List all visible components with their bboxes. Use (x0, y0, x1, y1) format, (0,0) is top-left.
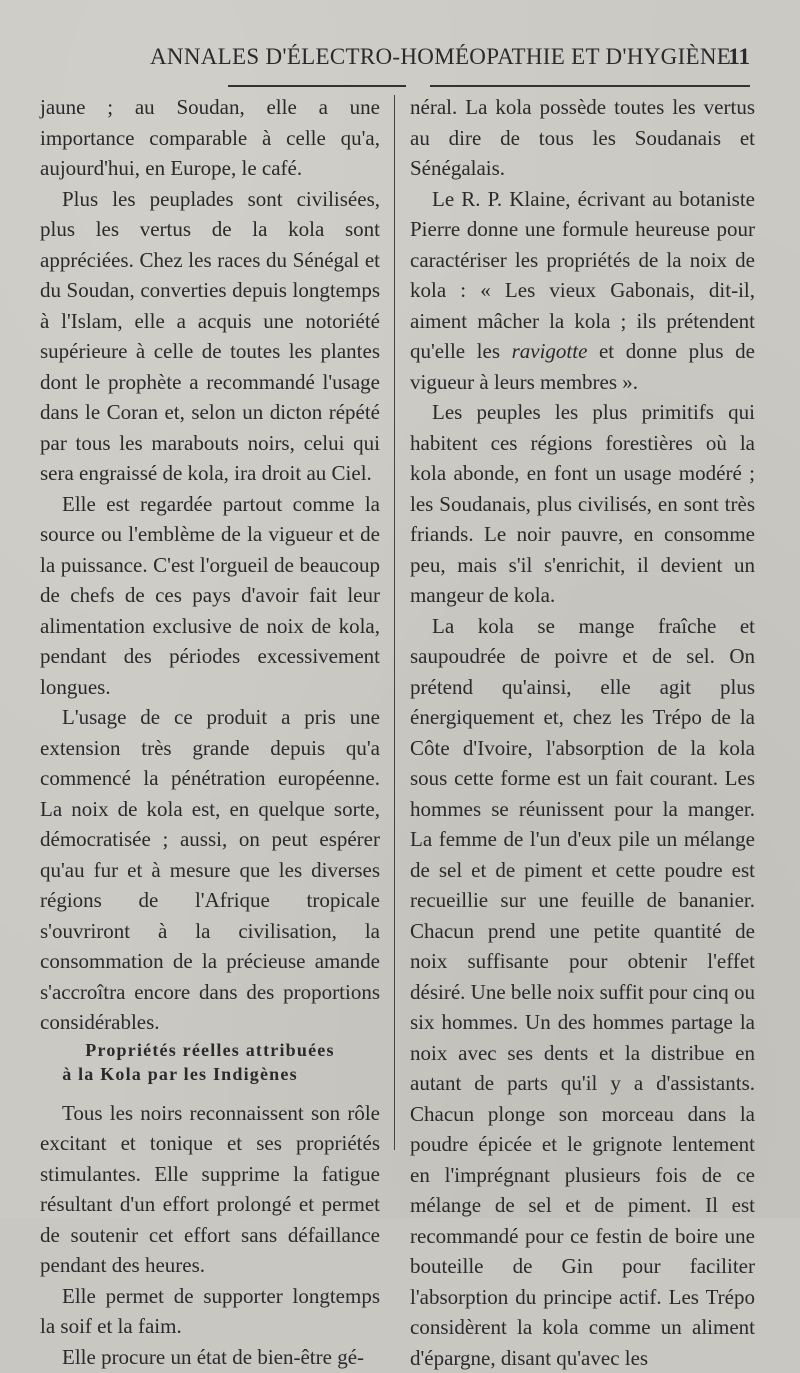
paragraph: Elle est regardée partout comme la source ou l'emblème de la vigueur et de la puissance. C'est l'orgueil de beaucoup de chefs de ces pays d'avoir fait leur alimentation exclusive de noix de kola, pendant des périodes excessivement longues. (40, 489, 380, 703)
paragraph: jaune ; au Soudan, elle a une importance comparable à celle qu'a, aujourd'hui, en Europe, le café. (40, 92, 380, 184)
header-rule-left (228, 85, 406, 87)
paragraph-text: Le R. P. Klaine, écrivant au botaniste Pierre donne une formule heureuse pour caractériser les propriétés de la noix de kola : « Les vieux Gabonais, dit-il, aiment mâcher la kola ; ils prétendent qu'elle les (410, 187, 755, 364)
paragraph: Plus les peuplades sont civilisées, plus les vertus de la kola sont appréciées. Chez les races du Sénégal et du Soudan, converties depuis longtemps à l'Islam, elle a acquis une notoriété supérieure à celle de toutes les plantes dont le prophète a recommandé l'usage dans le Coran et, selon un dicton répété par tous les marabouts noirs, celui qui sera engraissé de kola, ira droit au Ciel. (40, 184, 380, 489)
italic-word: ravigotte (512, 339, 588, 363)
running-head (150, 44, 750, 84)
paragraph: Elle procure un état de bien-être gé- (40, 1342, 380, 1373)
left-column (40, 92, 380, 1372)
paragraph: néral. La kola possède toutes les vertus au dire de tous les Soudanais et Sénégalais. (410, 92, 755, 184)
paragraph: La kola se mange fraîche et saupoudrée de poivre et de sel. On prétend qu'ainsi, elle agit plus énergiquement et, chez les Trépo de la Côte d'Ivoire, l'absorption de la kola sous cette forme est un fait courant. Les hommes se réunissent pour la manger. La femme de l'un d'eux pile un mélange de sel et de piment et cette poudre est recueillie sur une feuille de bananier. Chacun prend une petite quantité de noix suffisante pour obtenir l'effet désiré. Une belle noix suffit pour cinq ou six hommes. Un des hommes partage la noix avec ses dents et la distribue en autant de parts qu'il y a d'assistants. Chacun plonge son morceau dans la poudre épicée et le grignote lentement en l'imprégnant plusieurs fois de ce mélange de sel et de piment. Il est recommandé pour ce festin de boire une bouteille de Gin pour faciliter l'absorption du principe actif. Les Trépo considèrent la kola comme un aliment d'épargne, disant qu'avec les (410, 611, 755, 1373)
section-heading (40, 1038, 380, 1086)
paragraph (410, 184, 755, 398)
paragraph-text: et donne plus de vigueur à leurs membres ». (410, 339, 755, 394)
running-title: ANNALES D'ÉLECTRO-HOMÉOPATHIE ET D'HYGIÈNE (150, 44, 731, 70)
paragraph: Tous les noirs reconnaissent son rôle excitant et tonique et ses propriétés stimulantes. Elle supprime la fatigue résultant d'un effort prolongé et permet de soutenir cet effort sans défaillance pendant des heures. (40, 1098, 380, 1281)
page-number: 11 (728, 44, 750, 70)
header-rule-right (430, 85, 750, 87)
paragraph: L'usage de ce produit a pris une extension très grande depuis qu'a commencé la pénétration européenne. La noix de kola est, en quelque sorte, démocratisée ; aussi, on peut espérer qu'au fur et à mesure que les diverses régions de l'Afrique tropicale s'ouvriront à la civilisation, la consommation de la précieuse amande s'accroîtra encore dans des proportions considérables. (40, 702, 380, 1038)
section-heading-line: à la Kola par les Indigènes (40, 1062, 380, 1086)
column-divider (394, 95, 395, 1150)
paragraph: Elle permet de supporter longtemps la soif et la faim. (40, 1281, 380, 1342)
paragraph: Les peuples les plus primitifs qui habitent ces régions forestières où la kola abonde, en font un usage modéré ; les Soudanais, plus civilisés, en sont très friands. Le noir pauvre, en consomme peu, mais s'il s'enrichit, il devient un mangeur de kola. (410, 397, 755, 611)
right-column (410, 92, 755, 1373)
section-heading-line: Propriétés réelles attribuées (40, 1038, 380, 1062)
